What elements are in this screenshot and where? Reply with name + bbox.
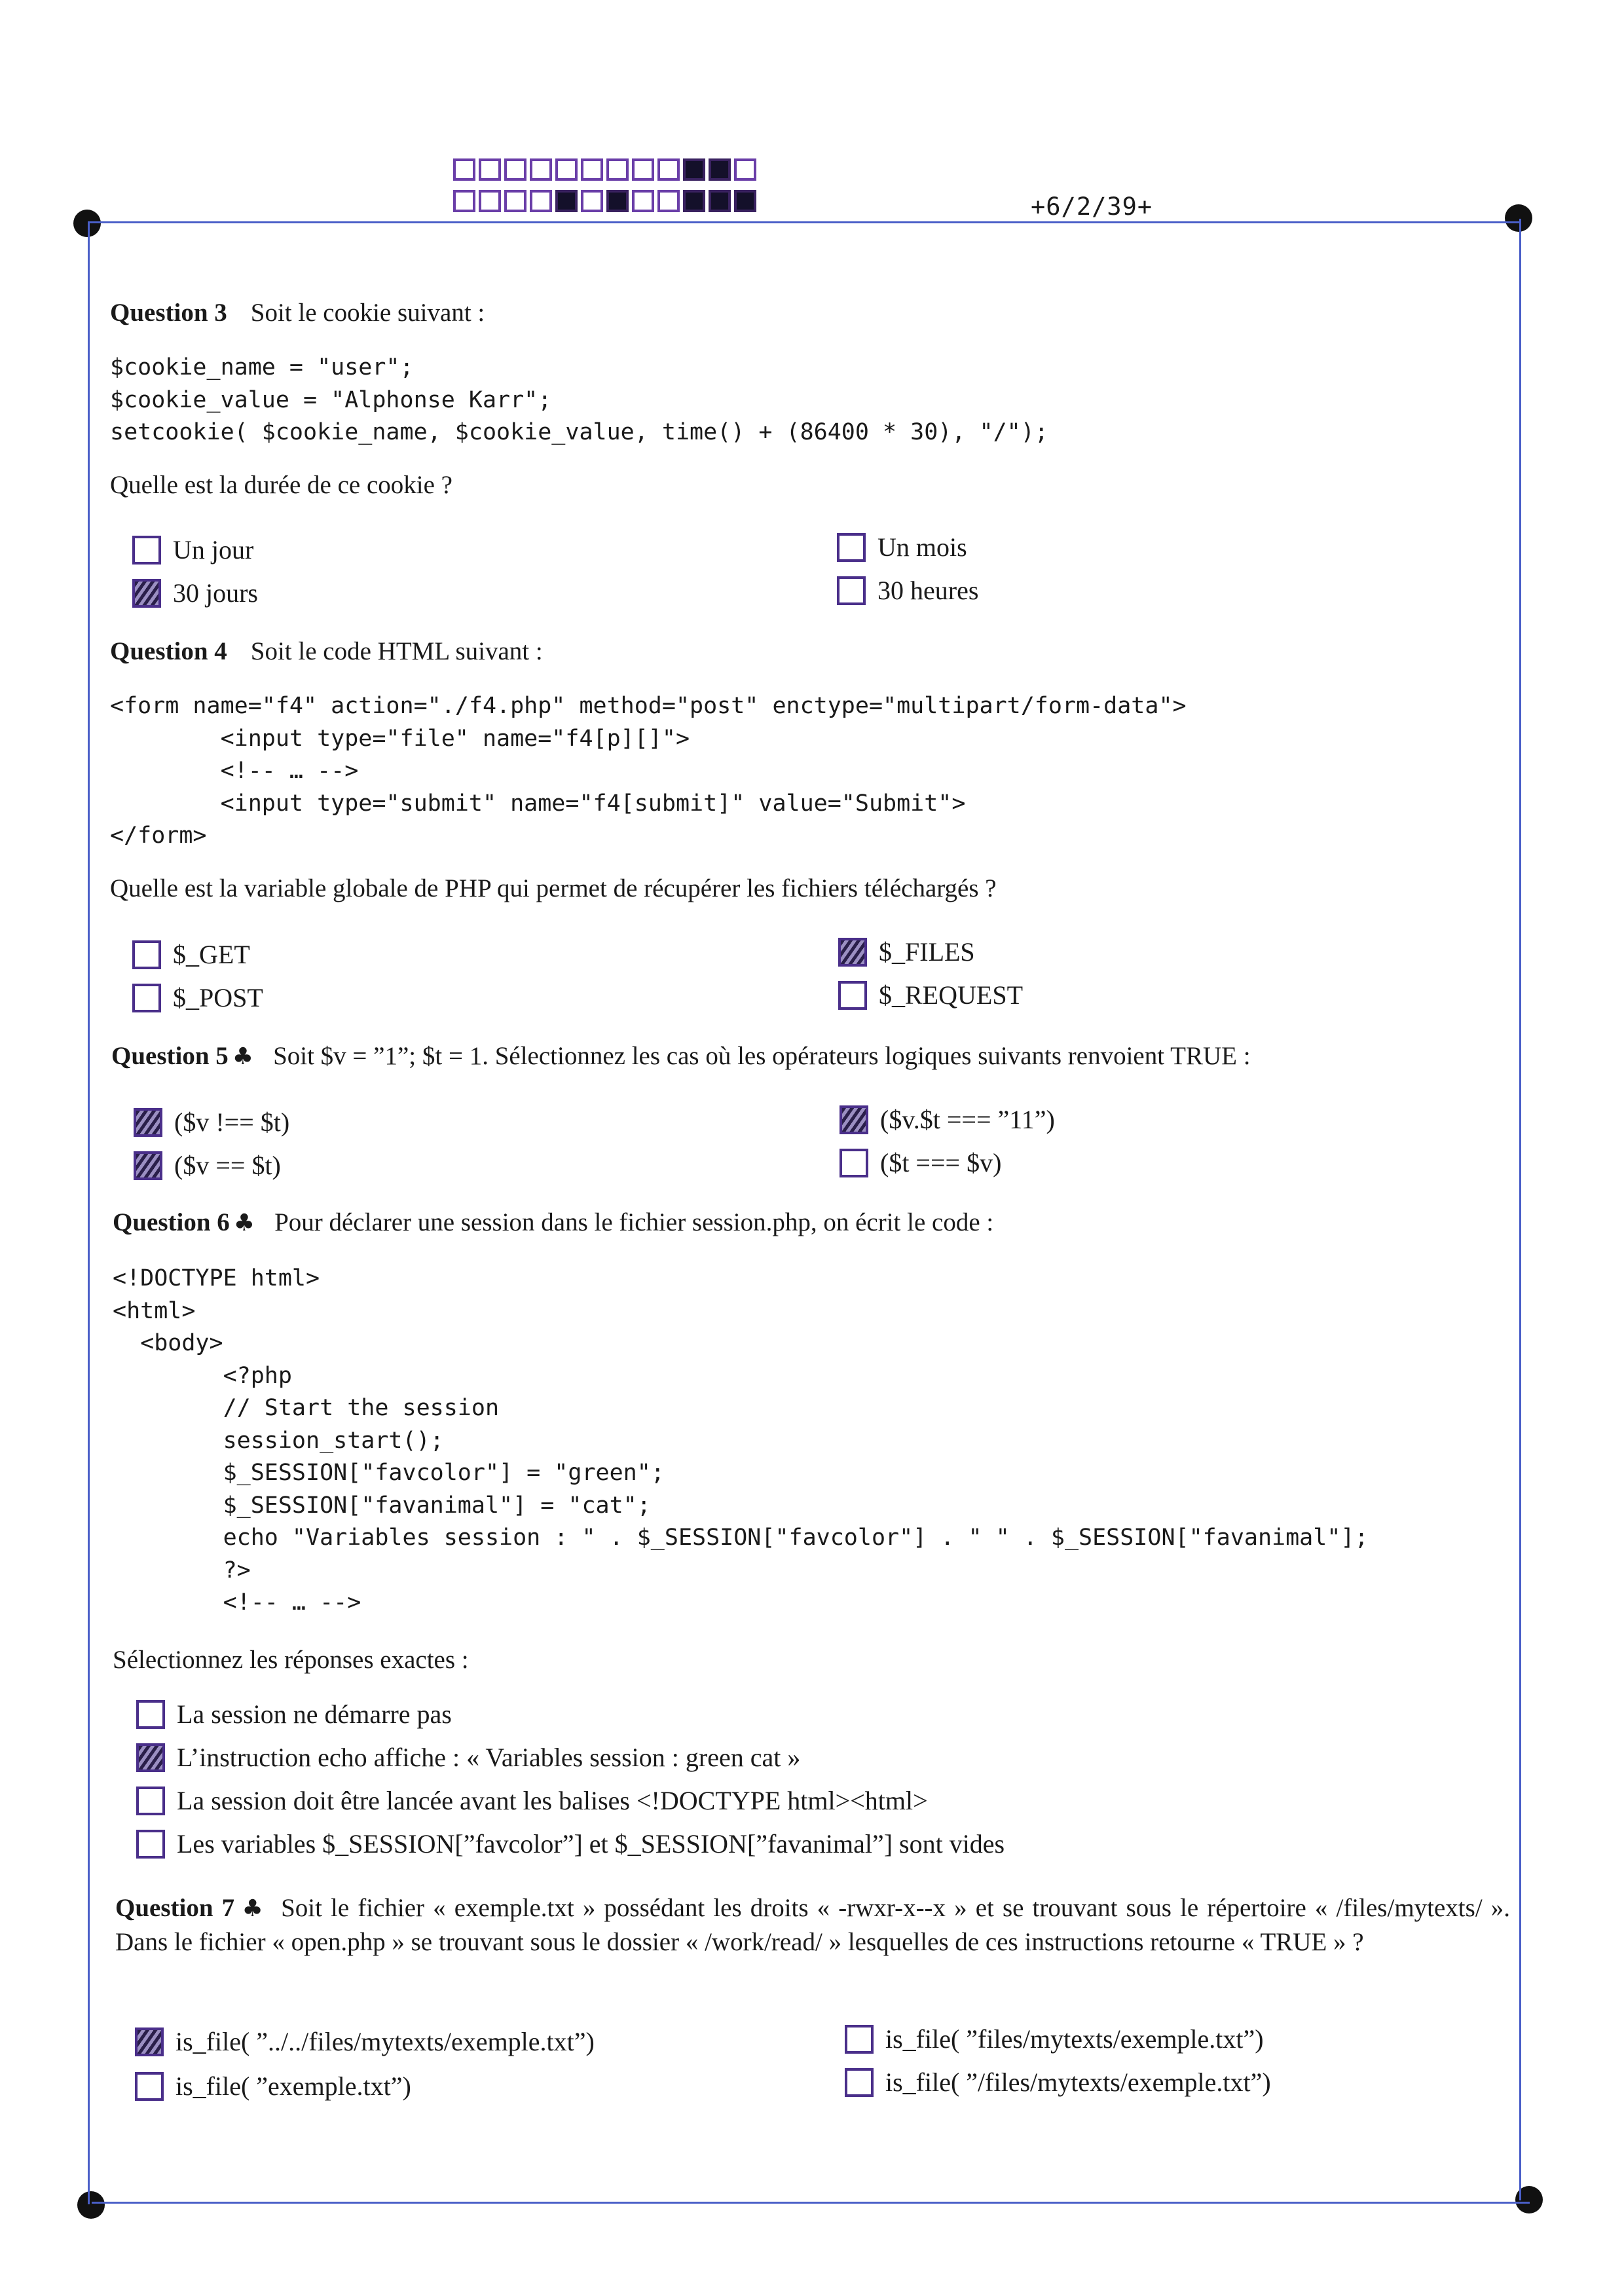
marker-cell: [479, 190, 501, 212]
checkbox[interactable]: [136, 1743, 165, 1772]
option-label: is_file( ”exemple.txt”): [175, 2071, 411, 2101]
option-label: $_POST: [173, 983, 263, 1012]
question-3-prompt: Quelle est la durée de ce cookie ?: [110, 471, 452, 499]
q7-option-3[interactable]: [845, 2024, 1264, 2054]
question-3-text: Soit le cookie suivant :: [250, 299, 485, 327]
marker-cell: [683, 158, 705, 181]
checkbox[interactable]: [135, 2028, 164, 2056]
checkbox[interactable]: [136, 1830, 165, 1859]
question-5-text: Soit $v = ”1”; $t = 1. Sélectionnez les cas où les opérateurs logiques suivants renvoient TRUE :: [273, 1042, 1251, 1070]
checkbox[interactable]: [845, 2068, 874, 2097]
option-label: ($v.$t === ”11”): [880, 1105, 1055, 1134]
marker-cell: [555, 190, 578, 212]
marker-cell: [734, 158, 756, 181]
marker-cell: [555, 158, 578, 181]
option-label: ($t === $v): [880, 1148, 1002, 1177]
option-label: is_file( ”../../files/mytexts/exemple.txt”): [175, 2027, 595, 2056]
q6-option-3[interactable]: [136, 1785, 928, 1816]
option-label: La session doit être lancée avant les balises <!DOCTYPE html><html>: [177, 1786, 928, 1815]
checkbox[interactable]: [132, 984, 161, 1012]
question-4-prompt: Quelle est la variable globale de PHP qui permet de récupérer les fichiers téléchargés ?: [110, 874, 997, 902]
question-7-label: Question 7: [115, 1894, 235, 1922]
option-label: ($v !== $t): [174, 1107, 290, 1137]
marker-cell: [453, 190, 475, 212]
question-6-code: <!DOCTYPE html> <html> <body> <?php // Start the session session_start(); $_SESSION["favcolor"] = "green"; $_SESSION["favanimal"] = "cat"; echo "Variables session : " . $_SESSION["favcolor"] . " " . $_SESSION["favanimal"]; ?> <!-- … -->: [113, 1265, 1369, 1616]
corner-mark-top-left: [73, 210, 101, 237]
q3-option-3[interactable]: [837, 532, 967, 563]
marker-cell: [683, 190, 705, 212]
marker-cell: [581, 158, 603, 181]
marker-cell: [657, 190, 680, 212]
checkbox[interactable]: [845, 2025, 874, 2054]
question-4-label: Question 4: [110, 637, 227, 665]
question-3-code: $cookie_name = "user"; $cookie_value = "Alphonse Karr"; setcookie( $cookie_name, $cookie_value, time() + (86400 * 30), "/");: [110, 354, 1048, 445]
q4-option-1[interactable]: [132, 939, 250, 970]
option-label: $_REQUEST: [879, 980, 1023, 1010]
checkbox[interactable]: [132, 536, 161, 565]
checkbox[interactable]: [132, 579, 161, 608]
question-6-label: Question 6: [113, 1208, 230, 1236]
club-icon: ♣: [233, 1210, 255, 1236]
marker-cell: [530, 158, 552, 181]
marker-cell: [709, 190, 731, 212]
club-icon: ♣: [240, 1895, 266, 1922]
marker-cell: [504, 158, 526, 181]
q3-option-1[interactable]: [132, 534, 253, 565]
checkbox[interactable]: [134, 1108, 162, 1137]
question-7-body: [115, 1891, 1510, 1959]
checkbox[interactable]: [840, 1105, 868, 1134]
corner-mark-bottom-left: [77, 2191, 105, 2219]
option-label: L’instruction echo affiche : « Variables session : green cat »: [177, 1743, 801, 1772]
marker-cell: [530, 190, 552, 212]
marker-cell: [479, 158, 501, 181]
q7-option-1[interactable]: [135, 2026, 595, 2057]
marker-cell: [734, 190, 756, 212]
marker-cell: [709, 158, 731, 181]
checkbox[interactable]: [838, 938, 867, 967]
binary-marker-row-1: [453, 158, 756, 181]
q5-option-1[interactable]: [134, 1107, 289, 1138]
option-label: $_FILES: [879, 937, 975, 967]
checkbox[interactable]: [838, 981, 867, 1010]
question-4-text: Soit le code HTML suivant :: [250, 637, 543, 665]
q3-option-2[interactable]: [132, 578, 258, 608]
marker-cell: [657, 158, 680, 181]
question-6-text: Pour déclarer une session dans le fichier session.php, on écrit le code :: [274, 1208, 994, 1236]
q3-option-4[interactable]: [837, 575, 978, 606]
question-4-header: [110, 637, 543, 666]
frame-right: [1519, 219, 1521, 2200]
q4-option-3[interactable]: [838, 936, 975, 967]
checkbox[interactable]: [135, 2072, 164, 2101]
frame-left: [88, 223, 90, 2204]
marker-cell: [606, 190, 629, 212]
club-icon: ♣: [232, 1043, 254, 1070]
marker-cell: [504, 190, 526, 212]
option-label: 30 heures: [877, 576, 979, 605]
binary-marker-row-2: [453, 190, 756, 212]
marker-cell: [453, 158, 475, 181]
option-label: 30 jours: [173, 578, 258, 608]
option-label: is_file( ”/files/mytexts/exemple.txt”): [885, 2067, 1271, 2097]
option-label: Un mois: [877, 532, 967, 562]
q5-option-3[interactable]: [840, 1104, 1055, 1135]
question-5-header: [111, 1041, 1251, 1071]
question-3-header: [110, 298, 485, 327]
frame-top: [88, 221, 1519, 223]
option-label: $_GET: [173, 940, 250, 969]
q6-option-2[interactable]: [136, 1742, 800, 1773]
option-label: is_file( ”files/mytexts/exemple.txt”): [885, 2024, 1264, 2054]
checkbox[interactable]: [134, 1151, 162, 1180]
checkbox[interactable]: [837, 576, 866, 605]
question-6-prompt: Sélectionnez les réponses exactes :: [113, 1646, 469, 1674]
q6-option-4[interactable]: [136, 1828, 1005, 1859]
q5-option-2[interactable]: [134, 1150, 281, 1181]
frame-bottom: [92, 2202, 1530, 2204]
option-label: Un jour: [173, 535, 254, 565]
marker-cell: [632, 190, 654, 212]
corner-mark-top-right: [1505, 204, 1532, 232]
q4-option-4[interactable]: [838, 980, 1023, 1010]
q7-option-4[interactable]: [845, 2067, 1271, 2098]
q4-option-2[interactable]: [132, 982, 263, 1013]
question-6-header: [113, 1208, 993, 1237]
page-id: +6/2/39+: [1031, 193, 1153, 221]
question-3-label: Question 3: [110, 299, 227, 327]
checkbox[interactable]: [136, 1700, 165, 1729]
checkbox[interactable]: [136, 1787, 165, 1815]
question-7-text: Soit le fichier « exemple.txt » possédant les droits « -rwxr-x--x » et se trouvant sous le répertoire « /files/mytexts/ ». Dans le fichier « open.php » se trouvant sous le dossier « /work/read/ » lesquelles de ces instructions retourne « TRUE » ?: [115, 1894, 1510, 1956]
option-label: ($v == $t): [174, 1151, 281, 1180]
marker-cell: [606, 158, 629, 181]
marker-cell: [632, 158, 654, 181]
q5-option-4[interactable]: [840, 1147, 1001, 1178]
checkbox[interactable]: [132, 940, 161, 969]
checkbox[interactable]: [840, 1149, 868, 1177]
option-label: Les variables $_SESSION[”favcolor”] et $_SESSION[”favanimal”] sont vides: [177, 1829, 1005, 1859]
q6-option-1[interactable]: [136, 1699, 452, 1730]
option-label: La session ne démarre pas: [177, 1699, 452, 1729]
marker-cell: [581, 190, 603, 212]
question-4-code: <form name="f4" action="./f4.php" method="post" enctype="multipart/form-data"> <input type="file" name="f4[p][]"> <!-- … --> <input type="submit" name="f4[submit]" value="Submit"> </form>: [110, 693, 1187, 849]
question-5-label: Question 5: [111, 1042, 229, 1070]
q7-option-2[interactable]: [135, 2071, 411, 2102]
checkbox[interactable]: [837, 533, 866, 562]
